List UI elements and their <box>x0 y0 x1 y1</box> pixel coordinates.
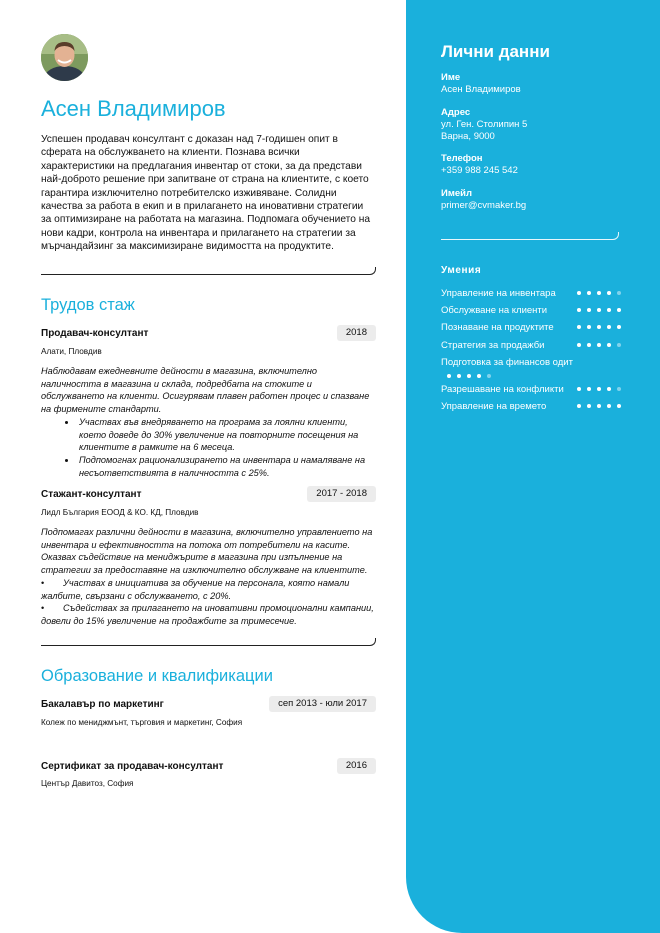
skill-item <box>441 357 621 369</box>
rating-dot-icon <box>597 404 601 408</box>
skill-name: Управление на инвентара <box>441 288 556 299</box>
skill-rating <box>577 387 621 391</box>
list-item: • Участвах във внедряването на програма за лоялни клиенти, което доведе до 30% увеличение на повторните посещения на клиентите в рамките на 6 месеца. <box>77 416 376 454</box>
job-description-text: Подпомагах различни дейности в магазина, включително управлението на инвентара и ефективността на потока от потребители на касите. Оказвах съдействие на мениджърите в магазина при изпълнение на стратегии за предоставяне на изключително обслужване на клиентите. <box>41 527 373 576</box>
skill-rating <box>577 308 621 312</box>
education-dates-badge: 2016 <box>337 758 376 774</box>
avatar <box>41 34 88 81</box>
rating-dot-icon <box>607 404 611 408</box>
rating-dot-icon <box>597 291 601 295</box>
rating-dot-icon <box>617 404 621 408</box>
education-dates-badge: сеп 2013 - юли 2017 <box>269 696 376 712</box>
rating-dot-icon <box>617 343 621 347</box>
rating-dot-icon <box>587 325 591 329</box>
rating-dot-icon <box>617 291 621 295</box>
rating-dot-icon <box>607 387 611 391</box>
skill-name: Познаване на продуктите <box>441 322 554 333</box>
address-line-1: ул. Ген. Столипин 5 <box>441 119 528 130</box>
skill-name: Стратегия за продажби <box>441 340 545 351</box>
candidate-name: Асен Владимиров <box>41 96 226 121</box>
address-label: Адрес <box>441 107 471 118</box>
rating-dot-icon <box>597 387 601 391</box>
profile-summary: Успешен продавач консултант с доказан над 7-годишен опит в сферата на обслужването на клиенти. Познава всички характеристики на предлагания инвентар от стоки, за да представи най-доброто решение при запитване от страна на клиентите, с което гарантира изключително потребителско изживяване. Солидни качества за работа в екип и в прилагането на иновативни стратегии за оптимизиране на работата на магазина. Подпомага обучението на нови кадри, контрола на инвентара и прилагането на стратегии за мърчандайзинг за максимизиране видимостта на продуктите. <box>41 134 371 253</box>
personal-address <box>441 107 527 143</box>
rating-dot-icon <box>447 374 451 378</box>
avatar-photo-icon <box>41 34 88 81</box>
experience-section-title: Трудов стаж <box>41 296 135 314</box>
skill-item <box>441 305 621 317</box>
job-description <box>41 526 376 628</box>
skill-item <box>441 322 621 334</box>
rating-dot-icon <box>597 308 601 312</box>
education-title: Сертификат за продавач-консултант <box>41 761 224 772</box>
skill-item <box>441 401 621 413</box>
phone-label: Телефон <box>441 153 483 164</box>
rating-dot-icon <box>607 308 611 312</box>
job-dates-badge: 2018 <box>337 325 376 341</box>
skill-name: Разрешаване на конфликти <box>441 384 564 395</box>
rating-dot-icon <box>577 308 581 312</box>
rating-dot-icon <box>457 374 461 378</box>
rating-dot-icon <box>617 387 621 391</box>
rating-dot-icon <box>577 343 581 347</box>
sidebar <box>406 0 660 933</box>
job-description <box>41 365 376 479</box>
job-location: Алати, Пловдив <box>41 347 102 356</box>
phone-value: +359 988 245 542 <box>441 165 518 176</box>
job-description-text: Наблюдавам ежедневните дейности в магазина, включително наличността в магазина и склада, подредбата на стоките и обслужването на клиенти. Осигурявам плавен работен процес и спазване на фирмените стандарти. <box>41 366 370 415</box>
sidebar-divider <box>441 232 619 240</box>
skill-item <box>441 384 621 396</box>
rating-dot-icon <box>587 343 591 347</box>
section-divider <box>41 638 376 646</box>
rating-dot-icon <box>617 308 621 312</box>
job-title: Продавач-консултант <box>41 328 149 339</box>
list-item: • Подпомогнах рационализирането на инвентара и намаляване на несъответствията в наличността с 25%. <box>77 454 376 479</box>
rating-dot-icon <box>587 404 591 408</box>
personal-email <box>441 188 526 212</box>
skills-title: Умения <box>441 265 482 276</box>
rating-dot-icon <box>577 291 581 295</box>
job-title: Стажант-консултант <box>41 489 142 500</box>
personal-name <box>441 72 521 96</box>
job-location: Лидл България ЕООД & КО. КД, Пловдив <box>41 508 199 517</box>
skill-item <box>441 340 621 352</box>
education-title: Бакалавър по маркетинг <box>41 699 164 710</box>
email-value: primer@cvmaker.bg <box>441 200 527 211</box>
job-dates-badge: 2017 - 2018 <box>307 486 376 502</box>
education-section-title: Образование и квалификации <box>41 667 273 685</box>
rating-dot-icon <box>577 404 581 408</box>
address-line-2: Варна, 9000 <box>441 131 495 142</box>
rating-dot-icon <box>617 325 621 329</box>
rating-dot-icon <box>607 325 611 329</box>
list-item: • Участвах в инициатива за обучение на персонала, която намали жалбите, свързани с обслужването, с 20%. <box>41 577 350 601</box>
education-school: Колеж по мениджмънт, търговия и маркетинг, София <box>41 718 243 727</box>
rating-dot-icon <box>467 374 471 378</box>
skill-item <box>441 288 621 300</box>
skill-rating <box>577 404 621 408</box>
email-label: Имейл <box>441 188 473 199</box>
rating-dot-icon <box>587 291 591 295</box>
section-divider <box>41 267 376 275</box>
skill-rating <box>447 374 491 378</box>
name-label: Име <box>441 72 461 83</box>
rating-dot-icon <box>487 374 491 378</box>
rating-dot-icon <box>477 374 481 378</box>
skill-name: Управление на времето <box>441 401 547 412</box>
rating-dot-icon <box>597 343 601 347</box>
job-achievements-list <box>77 416 376 480</box>
rating-dot-icon <box>607 343 611 347</box>
education-school: Център Давитоз, София <box>41 779 134 788</box>
skill-rating <box>577 343 621 347</box>
personal-info-title: Лични данни <box>441 42 550 61</box>
rating-dot-icon <box>577 387 581 391</box>
skill-name: Обслужване на клиенти <box>441 305 548 316</box>
rating-dot-icon <box>587 308 591 312</box>
rating-dot-icon <box>597 325 601 329</box>
name-value: Асен Владимиров <box>441 84 521 95</box>
skill-rating <box>577 325 621 329</box>
skill-rating <box>577 291 621 295</box>
rating-dot-icon <box>607 291 611 295</box>
rating-dot-icon <box>577 325 581 329</box>
rating-dot-icon <box>587 387 591 391</box>
personal-phone <box>441 153 518 177</box>
skill-name: Подготовка за финансов одит <box>441 357 573 368</box>
list-item: • Съдействах за прилагането на иновативни промоционални кампании, довели до 15% увеличение на продажбите за тримесечие. <box>41 603 374 626</box>
